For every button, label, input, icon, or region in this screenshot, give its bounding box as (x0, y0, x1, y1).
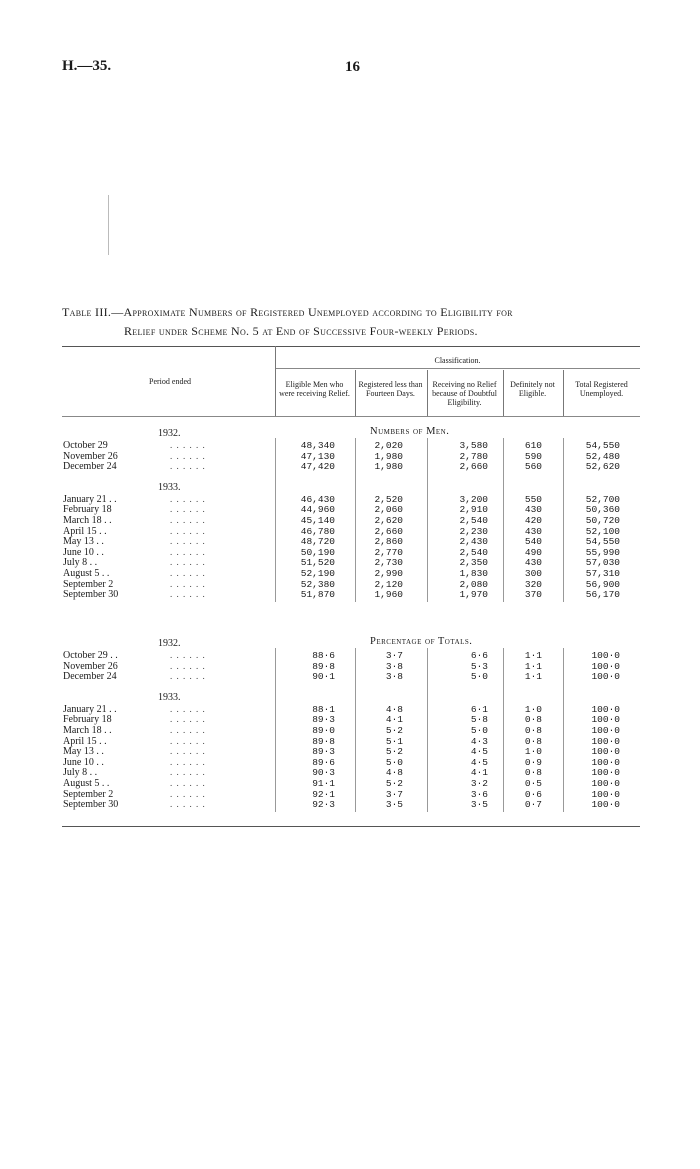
percentages-row-leader-dots: . . . . . . (170, 788, 206, 799)
percentages-row-value-4: 0·7 (524, 799, 542, 811)
percentages-row-value-3: 6·6 (470, 650, 488, 661)
percentages-row-value-3: 3·5 (470, 799, 488, 811)
percentages-row-leader-dots: . . . . . . (170, 660, 206, 671)
numbers-row-leader-dots: . . . . . . (170, 568, 206, 578)
percentages-row-value-4: 0·8 (524, 714, 542, 726)
numbers-row-value-2: 2,990 (374, 568, 403, 579)
percentages-row-value-5: 100·0 (591, 799, 620, 811)
numbers-row-period: May 13 . . (63, 536, 104, 548)
numbers-row-leader-dots: . . . . . . (170, 450, 206, 461)
header-divider-5 (563, 370, 564, 416)
percentages-row-value-2: 3·7 (385, 788, 403, 800)
numbers-row-value-2: 1,980 (374, 461, 403, 473)
percentages-row-leader-dots: . . . . . . (170, 756, 206, 767)
numbers-row-leader-dots: . . . . . . (170, 557, 206, 568)
numbers-row-period: January 21 . . (63, 493, 117, 505)
header-divider-4 (503, 370, 504, 416)
numbers-row-value-1: 47,420 (300, 461, 335, 473)
numbers-year-2: 1933. (158, 481, 181, 493)
numbers-row-value-5: 56,170 (585, 589, 620, 601)
percentages-row-leader-dots: . . . . . . (170, 778, 206, 788)
numbers-row-value-2: 2,730 (374, 557, 403, 569)
numbers-row-leader-dots: . . . . . . (170, 504, 206, 515)
numbers-row-leader-dots: . . . . . . (170, 493, 206, 504)
percentages-row-value-2: 5·1 (385, 735, 403, 747)
percentages-row-period: February 18 (63, 714, 112, 726)
numbers-row-period: July 8 . . (63, 557, 98, 569)
percentages-row-period: August 5 . . (63, 778, 110, 789)
numbers-row-value-4: 560 (524, 461, 542, 473)
percentages-row-value-1: 92·1 (312, 788, 335, 800)
numbers-row-value-1: 46,430 (300, 493, 335, 505)
numbers-row-value-3: 2,430 (459, 536, 488, 548)
percentages-row-value-3: 4·5 (470, 756, 488, 768)
period-header: Period ended (149, 377, 191, 386)
numbers-row-value-5: 57,310 (585, 568, 620, 579)
percentages-row-value-3: 3·6 (470, 788, 488, 800)
percentages-year-1: 1932. (158, 638, 181, 649)
table-title-line-2: Relief under Scheme No. 5 at End of Successive Four-weekly Periods. (124, 324, 478, 338)
percentages-row-period: September 30 (63, 799, 119, 811)
margin-mark (108, 195, 109, 255)
numbers-row-value-4: 430 (524, 525, 542, 537)
numbers-divider-3 (427, 438, 428, 602)
percentages-row-value-5: 100·0 (591, 767, 620, 779)
percentages-row-value-5: 100·0 (591, 725, 620, 736)
percentages-row-value-4: 0·8 (524, 735, 542, 747)
numbers-row-value-2: 2,660 (374, 525, 403, 537)
numbers-row-period: March 18 . . (63, 515, 112, 526)
numbers-row-value-4: 490 (524, 546, 542, 558)
numbers-section-title: Numbers of Men. (370, 426, 450, 437)
table-top-rule (62, 346, 640, 347)
percentages-row-value-3: 5·8 (470, 714, 488, 726)
percentages-row-value-1: 90·3 (312, 767, 335, 779)
percentages-row-value-1: 89·3 (312, 746, 335, 758)
percentages-row-leader-dots: . . . . . . (170, 650, 206, 660)
percentages-row-value-3: 4·5 (470, 746, 488, 758)
percentages-row-value-1: 89·6 (312, 756, 335, 768)
numbers-row-value-4: 300 (524, 568, 542, 579)
numbers-row-period: December 24 (63, 461, 117, 473)
percentages-row-value-1: 92·3 (312, 799, 335, 811)
numbers-row-value-1: 50,190 (300, 546, 335, 558)
percentages-row-period: July 8 . . (63, 767, 98, 779)
document-reference: H.—35. (62, 58, 112, 74)
percentages-row-value-1: 90·1 (312, 671, 335, 683)
percentages-divider-4 (503, 648, 504, 812)
numbers-row-leader-dots: . . . . . . (170, 578, 206, 589)
numbers-row-value-1: 51,520 (300, 557, 335, 569)
percentages-row-value-3: 5·3 (470, 660, 488, 672)
numbers-row-value-3: 2,540 (459, 515, 488, 526)
numbers-divider-2 (355, 438, 356, 602)
percentages-row-value-2: 3·8 (385, 660, 403, 672)
percentages-row-value-5: 100·0 (591, 756, 620, 768)
percentages-row-period: October 29 . . (63, 650, 118, 661)
numbers-row-leader-dots: . . . . . . (170, 525, 206, 536)
numbers-row-value-1: 48,720 (300, 536, 335, 548)
percentages-row-period: September 2 (63, 788, 114, 800)
numbers-row-value-1: 52,190 (300, 568, 335, 579)
numbers-row-value-5: 52,620 (585, 461, 620, 473)
percentages-row-value-4: 0·8 (524, 767, 542, 779)
percentages-divider-3 (427, 648, 428, 812)
percentages-row-value-5: 100·0 (591, 671, 620, 683)
percentages-row-value-5: 100·0 (591, 788, 620, 800)
numbers-row-value-5: 50,360 (585, 504, 620, 516)
percentages-row-leader-dots: . . . . . . (170, 714, 206, 725)
numbers-row-leader-dots: . . . . . . (170, 461, 206, 472)
percentages-row-value-2: 3·7 (385, 650, 403, 661)
percentages-row-value-2: 5·2 (385, 778, 403, 789)
header-divider-2 (355, 370, 356, 416)
percentages-row-leader-dots: . . . . . . (170, 725, 206, 735)
numbers-row-value-4: 430 (524, 557, 542, 569)
numbers-row-leader-dots: . . . . . . (170, 546, 206, 557)
column-header-5: Total Registered Unemployed. (575, 380, 628, 398)
percentages-row-leader-dots: . . . . . . (170, 703, 206, 714)
percentages-row-value-5: 100·0 (591, 703, 620, 715)
numbers-row-period: June 10 . . (63, 546, 104, 558)
percentages-row-value-2: 4·8 (385, 767, 403, 779)
numbers-row-value-5: 57,030 (585, 557, 620, 569)
numbers-row-value-3: 2,660 (459, 461, 488, 473)
column-header-4: Definitely not Eligible. (510, 380, 555, 398)
percentages-section-title: Percentage of Totals. (370, 636, 473, 647)
numbers-row-leader-dots: . . . . . . (170, 440, 206, 450)
percentages-row-value-2: 3·8 (385, 671, 403, 683)
percentages-row-value-1: 89·8 (312, 660, 335, 672)
percentages-row-value-1: 91·1 (312, 778, 335, 789)
percentages-row-period: December 24 (63, 671, 117, 683)
percentages-row-value-5: 100·0 (591, 778, 620, 789)
percentages-year-2: 1933. (158, 691, 181, 703)
percentages-row-value-3: 6·1 (470, 703, 488, 715)
percentages-row-period: March 18 . . (63, 725, 112, 736)
percentages-row-value-2: 4·8 (385, 703, 403, 715)
numbers-divider-4 (503, 438, 504, 602)
percentages-row-value-2: 5·0 (385, 756, 403, 768)
percentages-row-value-4: 0·5 (524, 778, 542, 789)
numbers-row-period: October 29 (63, 440, 108, 451)
percentages-row-period: January 21 . . (63, 703, 117, 715)
percentages-row-value-4: 0·8 (524, 725, 542, 736)
percentages-row-value-2: 5·2 (385, 746, 403, 758)
percentages-row-leader-dots: . . . . . . (170, 767, 206, 778)
numbers-row-value-2: 1,980 (374, 450, 403, 462)
numbers-row-value-4: 420 (524, 515, 542, 526)
percentages-row-period: April 15 . . (63, 735, 107, 747)
table-title (62, 305, 652, 339)
percentages-row-value-5: 100·0 (591, 650, 620, 661)
header-bottom-rule (62, 416, 640, 417)
percentages-row-value-1: 88·1 (312, 703, 335, 715)
numbers-row-period: April 15 . . (63, 525, 107, 537)
numbers-row-value-5: 54,550 (585, 536, 620, 548)
percentages-row-value-3: 4·1 (470, 767, 488, 779)
numbers-row-value-3: 2,910 (459, 504, 488, 516)
numbers-row-value-3: 3,200 (459, 493, 488, 505)
column-header-3: Receiving no Relief because of Doubtful Eligibility. (432, 380, 497, 407)
numbers-row-value-4: 540 (524, 536, 542, 548)
numbers-row-value-5: 52,480 (585, 450, 620, 462)
column-header-2: Registered less than Fourteen Days. (358, 380, 423, 398)
numbers-row-period: February 18 (63, 504, 112, 516)
header-divider-1 (275, 346, 276, 416)
numbers-row-value-5: 52,700 (585, 493, 620, 505)
numbers-year-1: 1932. (158, 428, 181, 439)
percentages-row-value-4: 1·0 (524, 703, 542, 715)
percentages-row-value-3: 5·0 (470, 725, 488, 736)
numbers-row-value-1: 52,380 (300, 578, 335, 590)
percentages-row-value-1: 89·0 (312, 725, 335, 736)
numbers-row-value-3: 1,830 (459, 568, 488, 579)
numbers-row-leader-dots: . . . . . . (170, 589, 206, 600)
numbers-row-value-4: 550 (524, 493, 542, 505)
percentages-row-value-3: 4·3 (470, 735, 488, 747)
percentages-row-period: June 10 . . (63, 756, 104, 768)
numbers-row-value-3: 2,080 (459, 578, 488, 590)
numbers-row-value-5: 54,550 (585, 440, 620, 451)
percentages-row-value-2: 4·1 (385, 714, 403, 726)
percentages-row-value-1: 89·8 (312, 735, 335, 747)
percentages-row-leader-dots: . . . . . . (170, 746, 206, 757)
classification-header: Classification. (434, 356, 481, 365)
percentages-divider-2 (355, 648, 356, 812)
numbers-row-value-5: 56,900 (585, 578, 620, 590)
percentages-row-leader-dots: . . . . . . (170, 799, 206, 810)
table-bottom-rule (62, 826, 640, 827)
numbers-row-period: September 30 (63, 589, 119, 601)
numbers-row-value-2: 2,620 (374, 515, 403, 526)
percentages-row-leader-dots: . . . . . . (170, 735, 206, 746)
numbers-row-value-5: 50,720 (585, 515, 620, 526)
numbers-row-value-3: 2,540 (459, 546, 488, 558)
numbers-row-value-3: 1,970 (459, 589, 488, 601)
percentages-row-value-2: 3·5 (385, 799, 403, 811)
percentages-row-period: November 26 (63, 660, 118, 672)
percentages-row-value-4: 0·6 (524, 788, 542, 800)
numbers-row-value-1: 51,870 (300, 589, 335, 601)
numbers-row-leader-dots: . . . . . . (170, 536, 206, 547)
percentages-row-value-1: 88·6 (312, 650, 335, 661)
numbers-row-value-3: 3,580 (459, 440, 488, 451)
numbers-row-value-4: 370 (524, 589, 542, 601)
percentages-row-value-3: 5·0 (470, 671, 488, 683)
percentages-row-value-5: 100·0 (591, 714, 620, 726)
numbers-row-value-2: 2,770 (374, 546, 403, 558)
percentages-row-period: May 13 . . (63, 746, 104, 758)
numbers-row-value-3: 2,230 (459, 525, 488, 537)
numbers-row-period: September 2 (63, 578, 114, 590)
percentages-row-value-4: 1·1 (524, 650, 542, 661)
numbers-row-value-1: 46,780 (300, 525, 335, 537)
numbers-row-value-5: 55,990 (585, 546, 620, 558)
numbers-row-value-3: 2,780 (459, 450, 488, 462)
numbers-row-value-4: 320 (524, 578, 542, 590)
table-title-line-1: Table III.—Approximate Numbers of Registered Unemployed according to Eligibility for (62, 305, 513, 319)
numbers-row-value-2: 1,960 (374, 589, 403, 601)
percentages-row-value-4: 1·0 (524, 746, 542, 758)
percentages-row-value-3: 3·2 (470, 778, 488, 789)
percentages-row-leader-dots: . . . . . . (170, 671, 206, 682)
numbers-row-value-1: 48,340 (300, 440, 335, 451)
numbers-row-value-3: 2,350 (459, 557, 488, 569)
percentages-row-value-5: 100·0 (591, 735, 620, 747)
numbers-row-value-1: 45,140 (300, 515, 335, 526)
column-header-1: Eligible Men who were receiving Relief. (279, 380, 350, 398)
numbers-row-period: August 5 . . (63, 568, 110, 579)
numbers-row-value-4: 590 (524, 450, 542, 462)
numbers-row-value-2: 2,120 (374, 578, 403, 590)
numbers-row-value-2: 2,520 (374, 493, 403, 505)
numbers-row-value-4: 430 (524, 504, 542, 516)
numbers-row-value-4: 610 (524, 440, 542, 451)
percentages-row-value-4: 1·1 (524, 671, 542, 683)
numbers-row-value-1: 47,130 (300, 450, 335, 462)
percentages-row-value-4: 0·9 (524, 756, 542, 768)
numbers-divider-5 (563, 438, 564, 602)
numbers-row-value-5: 52,100 (585, 525, 620, 537)
numbers-row-leader-dots: . . . . . . (170, 515, 206, 525)
page-number: 16 (345, 59, 360, 75)
classification-rule (275, 368, 640, 369)
percentages-row-value-4: 1·1 (524, 660, 542, 672)
percentages-divider-5 (563, 648, 564, 812)
percentages-row-value-5: 100·0 (591, 660, 620, 672)
numbers-row-value-1: 44,960 (300, 504, 335, 516)
percentages-row-value-5: 100·0 (591, 746, 620, 758)
numbers-row-period: November 26 (63, 450, 118, 462)
header-divider-3 (427, 370, 428, 416)
numbers-row-value-2: 2,060 (374, 504, 403, 516)
numbers-divider-1 (275, 438, 276, 602)
numbers-row-value-2: 2,860 (374, 536, 403, 548)
percentages-row-value-2: 5·2 (385, 725, 403, 736)
numbers-row-value-2: 2,020 (374, 440, 403, 451)
percentages-row-value-1: 89·3 (312, 714, 335, 726)
percentages-divider-1 (275, 648, 276, 812)
